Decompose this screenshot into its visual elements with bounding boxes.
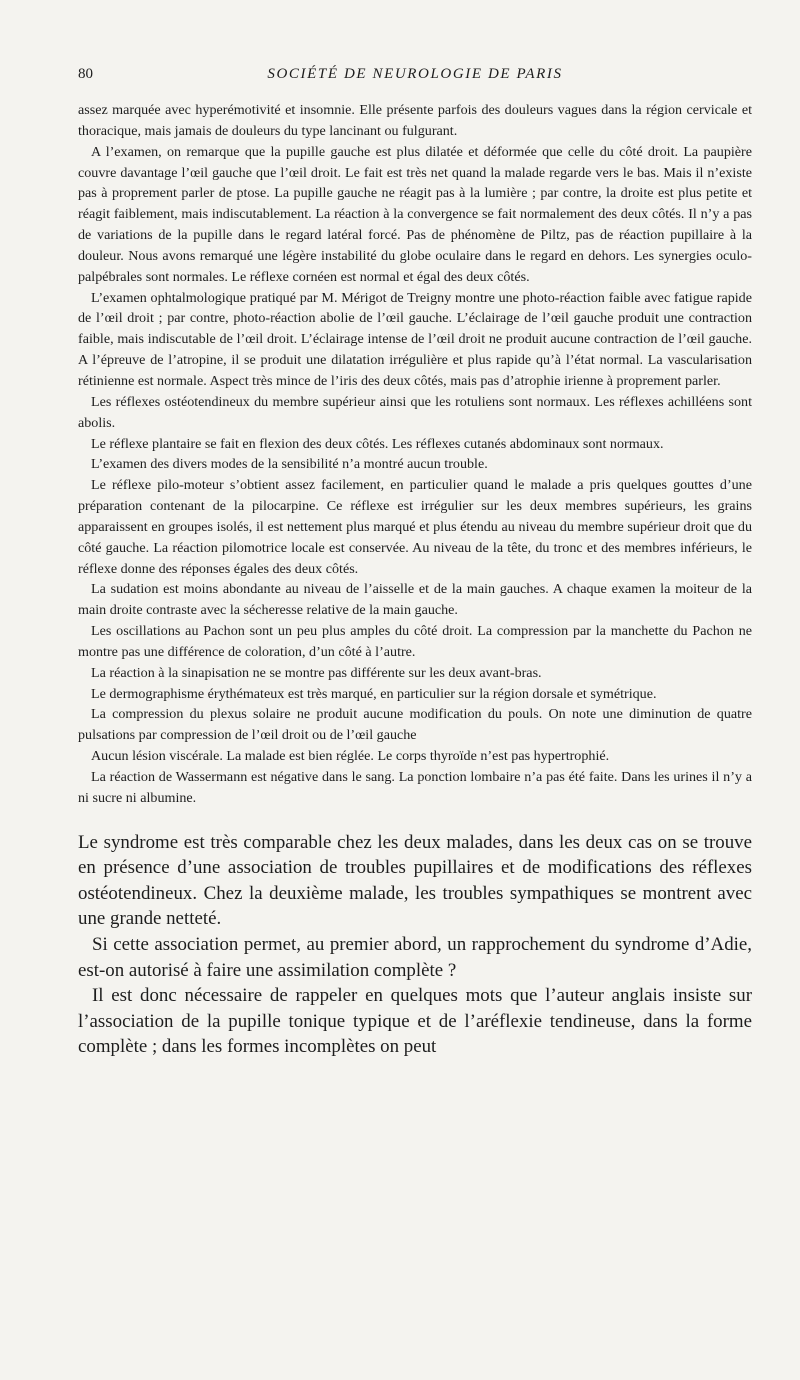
paragraph: Aucun lésion viscérale. La malade est bien réglée. Le corps thyroïde n’est pas hypertrophié. [91,748,610,765]
paragraph: Les oscillations au Pachon sont un peu plus amples du côté droit. La compression par la manchette du Pachon ne montre pas une différence de coloration, d’un côté à l’autre. [78,623,752,660]
paragraph: La sudation est moins abondante au niveau de l’aisselle et de la main gauches. A chaque examen la moiteur de la main droite contraste avec la sécheresse relative de la main gauche. [78,581,752,619]
page-number: 80 [78,66,93,82]
paragraph: La réaction de Wassermann est négative dans le sang. La ponction lombaire n’a pas été faite. Dans les urines il n’y a ni sucre ni albumine. [78,769,752,806]
paragraph: Le syndrome est très comparable chez les deux malades, dans les deux cas on se trouve en présence d’une association de troubles pupillaires et de modifications des réflexes ostéotendineux. Chez la deuxième malade, les troubles sympathiques se montrent avec une grande netteté. [78,831,752,930]
page-header [78,64,752,92]
paragraph: Le réflexe plantaire se fait en flexion des deux côtés. Les réflexes cutanés abdominaux sont normaux. [91,435,664,452]
paragraph: Il est donc nécessaire de rappeler en quelques mots que l’auteur anglais insiste sur l’association de la pupille tonique typique et de l’aréflexie tendineuse, dans la forme complète ; dans les formes incomplètes on peut [78,985,752,1058]
paragraph: La réaction à la sinapisation ne se montre pas différente sur les deux avant-bras. [91,664,542,681]
paragraph: assez marquée avec hyperémotivité et insomnie. Elle présente parfois des douleurs vagues dans la région cervicale et thoracique, mais jamais de douleurs du type lancinant ou fulgurant. [78,102,752,139]
discussion-text [78,830,752,1060]
paragraph: A l’examen, on remarque que la pupille gauche est plus dilatée et déformée que celle du côté droit. La paupière couvre davantage l’œil gauche que l’œil droit. Le fait est très net quand la malade regarde vers le bas. Mais il n’existe pas à proprement parler de ptose. La pupille gauche ne réagit pas à la lumière ; par contre, la droite est plus petite et réagit faiblement, mais indiscutablement. La réaction à la convergence se fait normalement des deux côtés. Il n’y a pas de variations de la pupille dans le regard latéral forcé. Pas de phénomène de Piltz, pas de réaction pupillaire à la douleur. Nous avons remarqué une légère instabilité du globe oculaire dans le regard en dehors. Les synergies oculo-palpébrales sont normales. Le réflexe cornéen est normal et égal des deux côtés. [78,143,752,285]
page [78,64,752,1060]
paragraph: La compression du plexus solaire ne produit aucune modification du pouls. On note une diminution de quatre pulsations par compression de l’œil droit ou de l’œil gauche [78,706,752,744]
paragraph: Le dermographisme érythémateux est très marqué, en particulier sur la région dorsale et symétrique. [91,685,657,702]
paragraph: Si cette association permet, au premier abord, un rapprochement du syndrome d’Adie, est-on autorisé à faire une assimilation complète ? [78,934,752,981]
paragraph: L’examen des divers modes de la sensibilité n’a montré aucun trouble. [91,456,488,473]
paragraph: L’examen ophtalmologique pratiqué par M. Mérigot de Treigny montre une photo-réaction faible avec fatigue rapide de l’œil droit ; par contre, photo-réaction abolie de l’œil gauche. L’éclairage de l’œil gauche produit une contraction faible, mais indiscutable de l’œil droit. L’éclairage intense de l’œil droit ne produit aucune contraction de l’œil gauche. A l’épreuve de l’atropine, il se produit une dilatation irrégulière et plus rapide qu’à l’état normal. La vascularisation rétinienne est normale. Aspect très mince de l’iris des deux côtés, mais pas d’atrophie irienne à proprement parler. [78,289,752,389]
running-head: SOCIÉTÉ DE NEUROLOGIE DE PARIS [267,66,563,82]
paragraph: Le réflexe pilo-moteur s’obtient assez facilement, en particulier quand le malade a pris quelques gouttes d’une préparation contenant de la pilocarpine. Ce réflexe est irrégulier sur les deux membres supérieurs, les grains apparaissent en groupes isolés, il est nettement plus marqué et plus étendu au niveau du membre supérieur droit que du côté gauche. La réaction pilomotrice locale est conservée. Au niveau de la tête, du tronc et des membres inférieurs, le réflexe donne des réponses égales des deux côtés. [78,477,752,577]
paragraph: Les réflexes ostéotendineux du membre supérieur ainsi que les rotuliens sont normaux. Les réflexes achilléens sont abolis. [78,393,752,431]
case-report-text [78,100,752,809]
